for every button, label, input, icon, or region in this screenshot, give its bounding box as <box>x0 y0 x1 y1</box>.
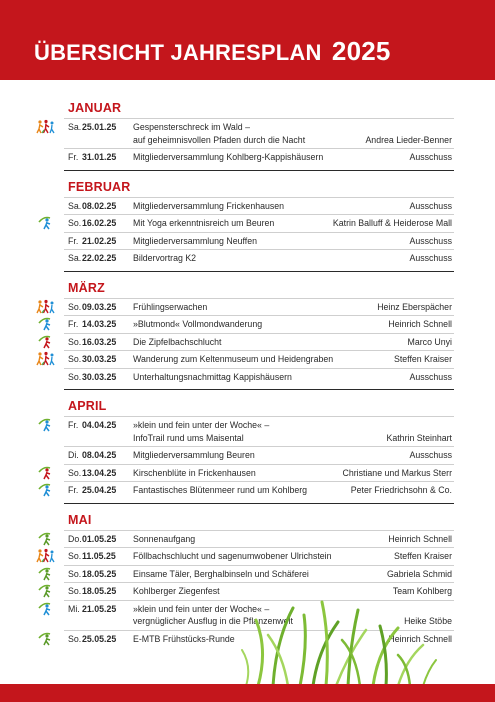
month-title: APRIL <box>68 399 107 413</box>
event-weekday: Fr. <box>68 420 79 430</box>
month-section <box>64 396 454 499</box>
month-divider <box>64 271 454 272</box>
event-leader: Ausschuss <box>409 450 452 460</box>
event-title <box>133 301 377 314</box>
event-title <box>133 550 394 563</box>
event-weekday: So. <box>68 371 82 382</box>
event-date: 18.05.25 <box>82 586 117 596</box>
event-row <box>64 350 454 368</box>
event-leader: Heinz Eberspächer <box>377 301 452 312</box>
event-title-line: Mitgliederversammlung Neuffen <box>133 235 258 246</box>
event-weekday: Do. <box>68 533 82 544</box>
event-title-line: Bildervortrag K2 <box>133 253 197 263</box>
event-title-line: Föllbachschlucht und sagenumwobener Ulrichstein <box>133 551 332 561</box>
blue-hiker-icon <box>36 417 56 432</box>
event-weekday: Fr. <box>68 485 79 495</box>
month-section <box>64 278 454 386</box>
event-row <box>64 446 454 464</box>
event-title-line: Die Zipfelbachschlucht <box>133 336 222 347</box>
event-date: 30.03.25 <box>82 371 117 382</box>
month-title: MAI <box>68 512 92 527</box>
event-title-line: Sonnenaufgang <box>133 533 196 544</box>
event-title-line: Einsame Täler, Berghalbinseln und Schäferei <box>133 568 309 579</box>
event-leader: Andrea Lieder-Benner <box>365 134 452 145</box>
event-date: 18.05.25 <box>82 568 117 579</box>
event-leader: Heinrich Schnell <box>388 319 452 329</box>
event-leader: Gabriela Schmid <box>386 568 452 579</box>
event-title <box>133 533 388 546</box>
event-leader: Steffen Kraiser <box>393 354 452 364</box>
family-hikers-icon <box>36 548 56 563</box>
event-date: 21.02.25 <box>82 235 117 246</box>
event-title-line: Mitgliederversammlung Beuren <box>133 450 255 460</box>
event-row <box>64 232 454 250</box>
green-hiker-icon <box>36 566 56 581</box>
event-title <box>133 336 408 349</box>
event-leader: Heinrich Schnell <box>388 633 452 644</box>
event-date: 25.05.25 <box>82 633 117 644</box>
event-title-line: Gespensterschreck im Wald – <box>133 122 251 132</box>
event-title-line: »klein und fein unter der Woche« – <box>133 420 270 430</box>
event-weekday: So. <box>68 336 82 347</box>
event-date: 08.04.25 <box>82 450 117 460</box>
event-row <box>64 197 454 215</box>
event-title-line: Mitgliederversammlung Frickenhausen <box>133 200 285 211</box>
event-title <box>133 151 409 164</box>
event-leader: Heinrich Schnell <box>388 533 452 544</box>
event-title-line: E-MTB Frühstücks-Runde <box>133 633 235 644</box>
event-date: 21.05.25 <box>82 603 117 614</box>
event-weekday: So. <box>68 586 82 596</box>
event-date: 11.05.25 <box>82 551 116 561</box>
event-row <box>64 333 454 351</box>
page-title-year: 2025 <box>331 36 391 66</box>
event-date: 16.02.25 <box>82 218 117 228</box>
event-date: 25.04.25 <box>82 485 117 495</box>
event-row <box>64 315 454 333</box>
event-title <box>133 318 388 331</box>
month-section <box>64 177 454 267</box>
event-title-line: Mitgliederversammlung Kohlberg-Kappishäusern <box>133 152 324 162</box>
event-weekday: So. <box>68 568 82 579</box>
event-leader: Ausschuss <box>409 235 452 246</box>
event-row <box>64 118 454 148</box>
event-weekday: So. <box>68 551 82 561</box>
green-hiker-icon <box>36 631 56 646</box>
schedule-content <box>0 98 495 647</box>
family-hikers-icon <box>36 119 56 134</box>
event-row <box>64 481 454 499</box>
event-title-line: »Blutmond« Vollmondwanderung <box>133 319 263 329</box>
event-title <box>133 121 365 146</box>
event-title <box>133 371 409 384</box>
event-leader: Steffen Kraiser <box>393 551 452 561</box>
event-date: 08.02.25 <box>82 200 117 211</box>
event-title <box>133 419 386 444</box>
event-row <box>64 565 454 583</box>
event-row <box>64 530 454 548</box>
event-leader: Ausschuss <box>409 371 452 382</box>
blue-hiker-icon <box>36 482 56 497</box>
event-title-line: InfoTrail rund ums Maisental <box>133 432 244 443</box>
event-date: 30.03.25 <box>82 354 117 364</box>
event-weekday: So. <box>68 467 82 478</box>
event-date: 01.05.25 <box>82 533 117 544</box>
month-title: FEBRUAR <box>68 179 131 194</box>
event-leader: Ausschuss <box>409 152 452 162</box>
event-leader: Ausschuss <box>409 253 452 263</box>
grass-decoration <box>238 600 438 686</box>
event-leader: Kathrin Steinhart <box>386 432 452 443</box>
event-leader: Christiane und Markus Sterr <box>342 467 452 478</box>
event-title-line: auf geheimnisvollen Pfaden durch die Nacht <box>133 134 306 145</box>
event-weekday: So. <box>68 301 82 312</box>
event-title <box>133 217 333 230</box>
event-leader: Peter Friedrichsohn & Co. <box>350 485 452 495</box>
event-leader: Ausschuss <box>409 200 452 211</box>
event-leader: Katrin Balluff & Heiderose Mall <box>332 218 452 228</box>
event-weekday: Sa. <box>68 253 82 263</box>
month-title: JANUAR <box>68 101 122 115</box>
red-hiker-icon <box>36 334 56 349</box>
event-row <box>64 464 454 482</box>
month-section <box>64 98 454 166</box>
event-title-line: Unterhaltungsnachmittag Kappishäusern <box>133 371 292 382</box>
month-divider <box>64 503 454 504</box>
event-row <box>64 416 454 446</box>
event-date: 04.04.25 <box>82 420 117 430</box>
event-row <box>64 582 454 600</box>
event-weekday: Mi. <box>68 603 80 614</box>
event-weekday: So. <box>68 354 82 364</box>
blue-hiker-icon <box>36 601 56 616</box>
event-leader: Marco Unyi <box>407 336 452 347</box>
page-title <box>34 36 391 67</box>
event-weekday: Di. <box>68 450 79 460</box>
event-date: 22.02.25 <box>82 253 117 263</box>
event-title-line: »klein und fein unter der Woche« – <box>133 603 270 614</box>
event-title-line: Mit Yoga erkenntnisreich um Beuren <box>133 218 275 228</box>
event-title <box>133 353 394 366</box>
green-hiker-icon <box>36 531 56 546</box>
green-hiker-icon <box>36 583 56 598</box>
event-title-line: Fantastisches Blütenmeer rund um Kohlberg <box>133 485 308 495</box>
event-row <box>64 547 454 565</box>
event-weekday: So. <box>68 218 82 228</box>
event-title <box>133 585 393 598</box>
month-divider <box>64 170 454 171</box>
event-weekday: Fr. <box>68 319 79 329</box>
event-title <box>133 449 409 462</box>
event-title <box>133 252 409 265</box>
event-title-line: Frühlingserwachen <box>133 301 208 312</box>
event-row <box>64 298 454 316</box>
event-row <box>64 368 454 386</box>
event-weekday: Sa. <box>68 200 82 211</box>
event-title-line: Kohlberger Ziegenfest <box>133 586 220 596</box>
month-title: MÄRZ <box>68 280 105 295</box>
event-title <box>133 484 351 497</box>
red-hiker-icon <box>36 465 56 480</box>
event-weekday: Fr. <box>68 152 79 162</box>
event-title <box>133 200 409 213</box>
event-row <box>64 249 454 267</box>
event-leader: Team Kohlberg <box>392 586 452 596</box>
event-date: 31.01.25 <box>82 152 117 162</box>
event-weekday: Sa. <box>68 122 82 132</box>
event-title <box>133 568 387 581</box>
event-title-line: Kirschenblüte in Frickenhausen <box>133 467 256 478</box>
event-title <box>133 467 342 480</box>
footer-bar <box>0 684 495 702</box>
event-date: 13.04.25 <box>82 467 117 478</box>
event-date: 14.03.25 <box>82 319 117 329</box>
event-row <box>64 214 454 232</box>
blue-hiker-icon <box>36 316 56 331</box>
event-leader: Heike Stöbe <box>404 616 452 626</box>
event-weekday: So. <box>68 633 82 644</box>
page-title-text: ÜBERSICHT JAHRESPLAN <box>34 40 322 65</box>
event-date: 25.01.25 <box>82 122 117 132</box>
family-hikers-icon <box>36 351 56 366</box>
month-divider <box>64 389 454 390</box>
event-title <box>133 235 409 248</box>
header-banner <box>0 0 495 80</box>
event-date: 16.03.25 <box>82 336 117 347</box>
event-title-line: Wanderung zum Keltenmuseum und Heidengraben <box>133 354 334 364</box>
event-row <box>64 148 454 166</box>
event-title-line: vergnüglicher Ausflug in die Pflanzenwelt <box>133 616 293 626</box>
blue-hiker-icon <box>36 215 56 230</box>
event-date: 09.03.25 <box>82 301 117 312</box>
family-hikers-icon <box>36 299 56 314</box>
event-weekday: Fr. <box>68 235 79 246</box>
